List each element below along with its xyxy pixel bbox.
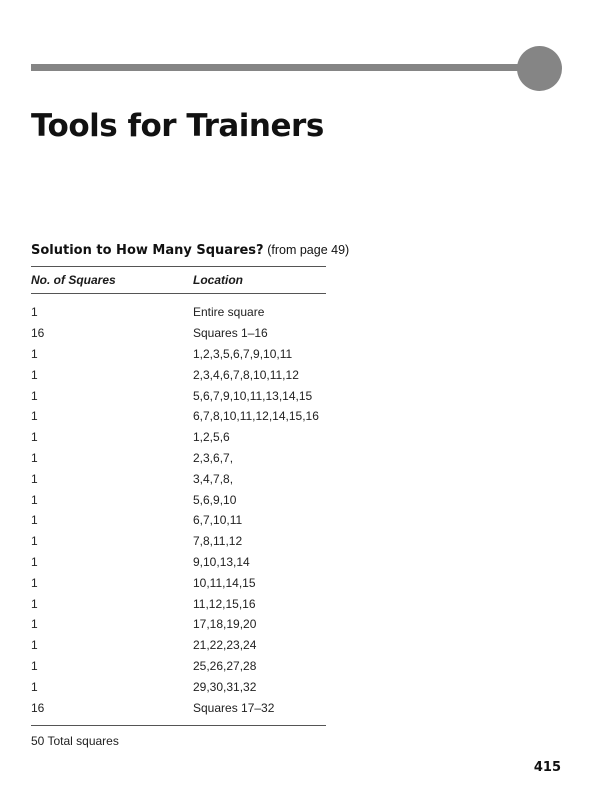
cell-count: 1 [31,513,38,528]
header-rule-circle [517,46,562,91]
cell-count: 1 [31,450,38,465]
cell-count: 1 [31,492,38,507]
table-row [31,572,326,593]
cell-location: 9,10,13,14 [193,554,250,569]
table-row [31,531,326,552]
cell-count: 1 [31,638,38,653]
table-row [31,635,326,656]
section-heading [31,242,350,258]
cell-count: 1 [31,346,38,361]
chapter-title: Tools for Trainers [31,108,324,144]
table-row [31,614,326,635]
cell-count: 1 [31,575,38,590]
cell-count: 1 [31,430,38,445]
column-header-count: No. of Squares [31,273,116,287]
table-row [31,489,326,510]
cell-location: 5,6,7,9,10,11,13,14,15 [193,388,313,403]
cell-count: 1 [31,679,38,694]
cell-location: 6,7,8,10,11,12,14,15,16 [193,409,319,424]
cell-location: 7,8,11,12 [193,534,243,549]
cell-count: 1 [31,617,38,632]
cell-location: 5,6,9,10 [193,492,237,507]
header-rule-bar [31,64,531,71]
cell-count: 16 [31,326,45,341]
section-heading-note: (from page 49) [267,243,350,257]
table-row [31,302,326,323]
table-row [31,323,326,344]
cell-location: 3,4,7,8, [193,471,234,486]
page-number: 415 [533,760,561,775]
cell-count: 1 [31,596,38,611]
table-row [31,406,326,427]
cell-location: 11,12,15,16 [193,596,256,611]
cell-location: 2,3,4,6,7,8,10,11,12 [193,367,299,382]
cell-location: Entire square [193,305,265,320]
cell-count: 1 [31,409,38,424]
cell-count: 1 [31,388,38,403]
cell-location: 17,18,19,20 [193,617,257,632]
table-row [31,385,326,406]
cell-location: Squares 17–32 [193,700,275,715]
table-row [31,656,326,677]
table-row [31,468,326,489]
cell-count: 1 [31,367,38,382]
squares-table [31,266,326,748]
cell-count: 16 [31,700,45,715]
table-row [31,510,326,531]
cell-location: 29,30,31,32 [193,679,257,694]
cell-count: 1 [31,658,38,673]
table-row [31,427,326,448]
cell-location: 1,2,5,6 [193,430,230,445]
table-header-row [31,267,326,293]
table-row [31,344,326,365]
table-row [31,697,326,718]
cell-count: 1 [31,471,38,486]
cell-location: 2,3,6,7, [193,450,234,465]
cell-location: 10,11,14,15 [193,575,256,590]
cell-location: 6,7,10,11 [193,513,243,528]
table-row [31,552,326,573]
cell-location: 1,2,3,5,6,7,9,10,11 [193,346,293,361]
cell-count: 1 [31,534,38,549]
table-body [31,294,326,725]
table-row [31,676,326,697]
column-header-location: Location [193,273,243,287]
table-row [31,593,326,614]
table-row [31,364,326,385]
table-row [31,448,326,469]
cell-location: 25,26,27,28 [193,658,257,673]
cell-location: Squares 1–16 [193,326,268,341]
cell-location: 21,22,23,24 [193,638,257,653]
table-total: 50 Total squares [31,733,119,748]
section-heading-title: Solution to How Many Squares? [31,243,264,258]
cell-count: 1 [31,554,38,569]
cell-count: 1 [31,305,38,320]
